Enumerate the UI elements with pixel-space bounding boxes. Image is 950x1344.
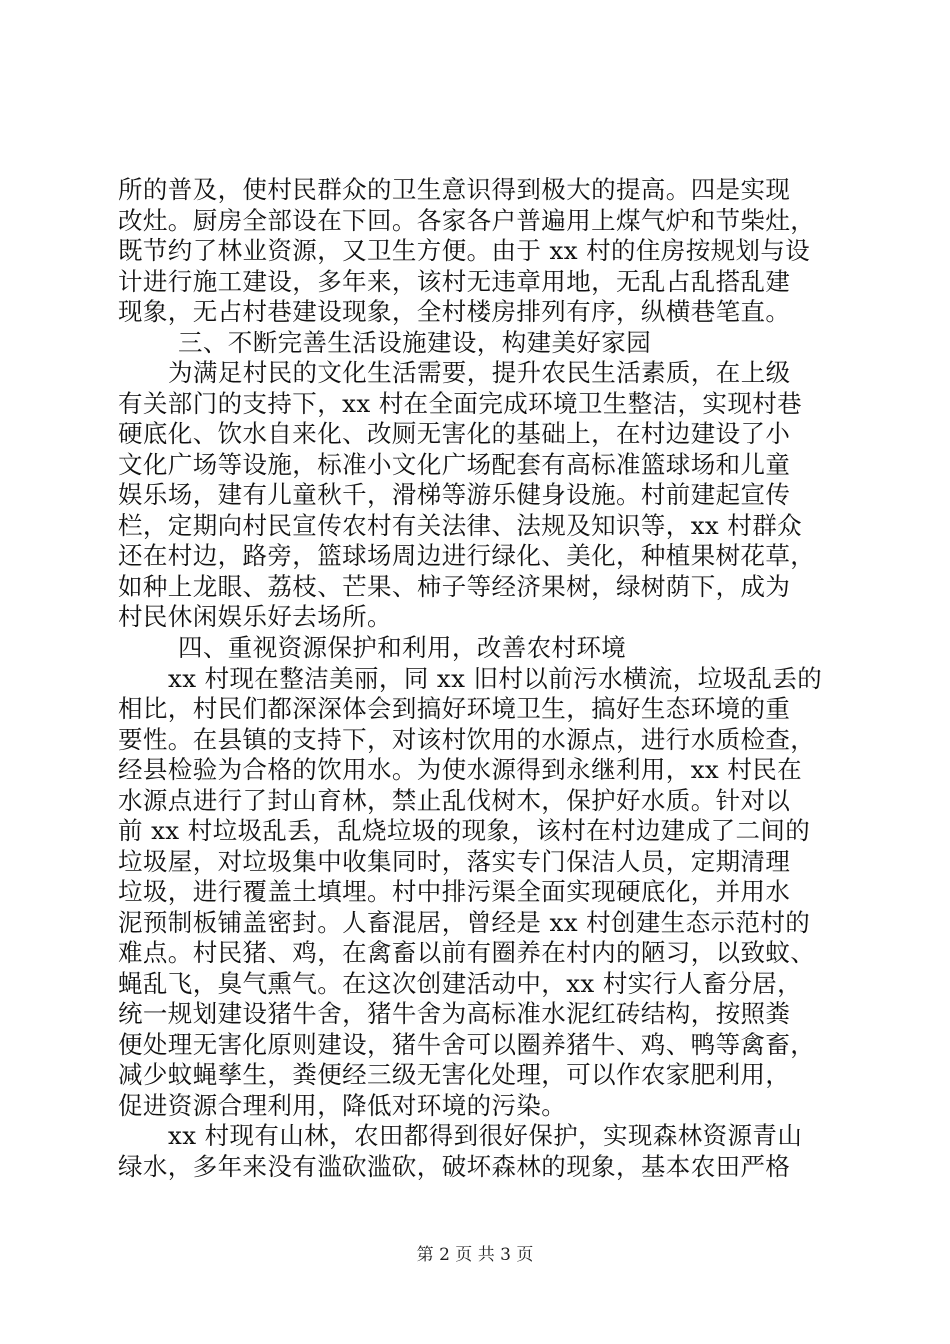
body-text-line: 有关部门的支持下，xx 村在全面完成环境卫生整洁，实现村巷	[118, 389, 803, 418]
body-text-line: 垃圾屋，对垃圾集中收集同时，落实专门保洁人员，定期清理	[118, 847, 791, 876]
body-text-line: 便处理无害化原则建设，猪牛舍可以圈养猪牛、鸡、鸭等禽畜，	[118, 1030, 816, 1059]
body-text-line: 蝇乱飞，臭气熏气。在这次创建活动中，xx 村实行人畜分居，	[118, 969, 803, 998]
section-heading-4: 四、重视资源保护和利用，改善农村环境	[178, 633, 627, 662]
body-text-line: 泥预制板铺盖密封。人畜混居，曾经是 xx 村创建生态示范村的	[118, 908, 811, 937]
body-text-line: 促进资源合理利用，降低对环境的污染。	[118, 1091, 567, 1120]
paragraph-start-line: xx 村现在整洁美丽，同 xx 旧村以前污水横流，垃圾乱丢的	[168, 664, 823, 693]
section-heading-3: 三、不断完善生活设施建设，构建美好家园	[178, 328, 652, 357]
body-text-line: 前 xx 村垃圾乱丢，乱烧垃圾的现象，该村在村边建成了二间的	[118, 816, 811, 845]
body-text-line: 栏，定期向村民宣传农村有关法律、法规及知识等，xx 村群众	[118, 511, 803, 540]
body-text-line: 既节约了林业资源，又卫生方便。由于 xx 村的住房按规划与设	[118, 236, 811, 265]
body-text-line: 改灶。厨房全部设在下回。各家各户普遍用上煤气炉和节柴灶，	[118, 206, 816, 235]
body-text-line: 水源点进行了封山育林，禁止乱伐树木，保护好水质。针对以	[118, 786, 791, 815]
body-text-line: 难点。村民猪、鸡，在禽畜以前有圈养在村内的陋习，以致蚊、	[118, 938, 816, 967]
body-text-line: 要性。在县镇的支持下，对该村饮用的水源点，进行水质检查，	[118, 725, 816, 754]
body-text-line: 减少蚊蝇孳生，粪便经三级无害化处理，可以作农家肥利用，	[118, 1060, 791, 1089]
body-text-line: 计进行施工建设，多年来，该村无违章用地，无乱占乱搭乱建	[118, 267, 791, 296]
paragraph-start-line: xx 村现有山林，农田都得到很好保护，实现森林资源青山	[168, 1121, 803, 1150]
body-text-line: 娱乐场，建有儿童秋千，滑梯等游乐健身设施。村前建起宣传	[118, 480, 791, 509]
page-footer: 第 2 页 共 3 页	[416, 1245, 534, 1265]
body-text-line: 统一规划建设猪牛舍，猪牛舍为高标准水泥红砖结构，按照粪	[118, 999, 791, 1028]
body-text-line: 经县检验为合格的饮用水。为使水源得到永继利用，xx 村民在	[118, 755, 803, 784]
body-text-line: 如种上龙眼、荔枝、芒果、柿子等经济果树，绿树荫下，成为	[118, 572, 791, 601]
body-text-line: 所的普及，使村民群众的卫生意识得到极大的提高。四是实现	[118, 175, 791, 204]
body-text-line: 垃圾，进行覆盖土填埋。村中排污渠全面实现硬底化，并用水	[118, 877, 791, 906]
body-text-line: 现象，无占村巷建设现象，全村楼房排列有序，纵横巷笔直。	[118, 297, 791, 326]
body-text-line: 硬底化、饮水自来化、改厕无害化的基础上，在村边建设了小	[118, 419, 791, 448]
body-text-line: 村民休闲娱乐好去场所。	[118, 602, 392, 631]
body-text-line: 文化广场等设施，标准小文化广场配套有高标准篮球场和儿童	[118, 450, 791, 479]
body-text-line: 还在村边，路旁，篮球场周边进行绿化、美化，种植果树花草，	[118, 541, 816, 570]
body-text-line: 相比，村民们都深深体会到搞好环境卫生，搞好生态环境的重	[118, 694, 791, 723]
body-text-line: 绿水，多年来没有滥砍滥砍，破坏森林的现象，基本农田严格	[118, 1152, 791, 1181]
paragraph-start-line: 为满足村民的文化生活需要，提升农民生活素质，在上级	[168, 358, 791, 387]
